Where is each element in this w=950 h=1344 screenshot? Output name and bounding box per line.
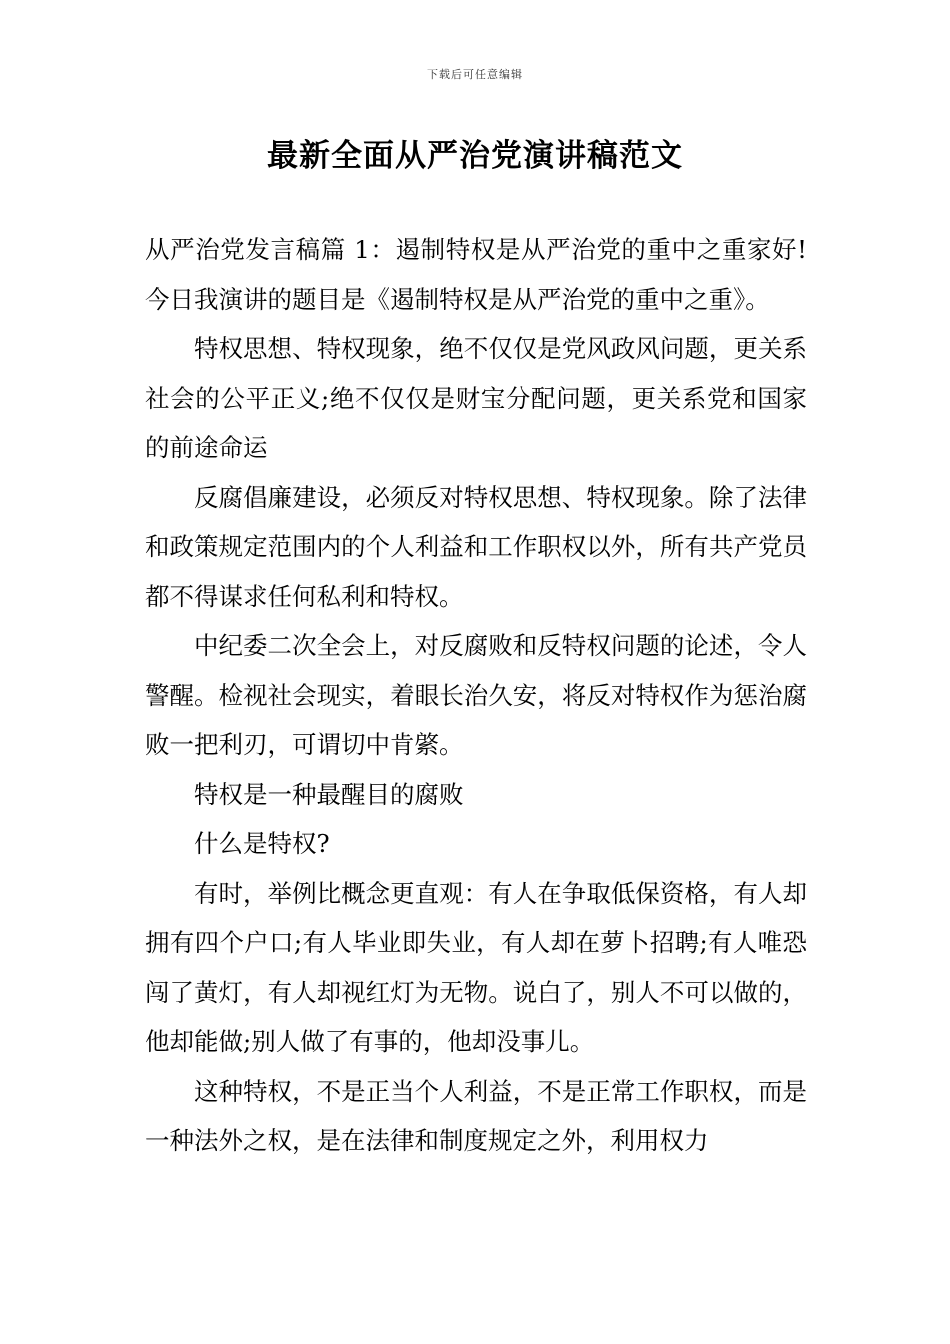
paragraph-2: 特权思想、特权现象，绝不仅仅是党风政风问题，更关系社会的公平正义;绝不仅仅是财宝分配问题，更关系党和国家的前途命运 <box>145 334 807 462</box>
paragraph-6: 什么是特权? <box>194 829 330 858</box>
paragraph-1: 从严治党发言稿篇 1：遏制特权是从严治党的重中之重家好!今日我演讲的题目是《遏制特权是从严治党的重中之重》。 <box>145 235 807 314</box>
paragraph-7: 有时，举例比概念更直观：有人在争取低保资格，有人却拥有四个户口;有人毕业即失业，有人却在萝卜招聘;有人唯恐闯了黄灯，有人却视红灯为无物。说白了，别人不可以做的，他却能做;别人做了有事的，他却没事儿。 <box>145 878 807 1056</box>
paragraph-4: 中纪委二次全会上，对反腐败和反特权问题的论述，令人警醒。检视社会现实，着眼长治久安，将反对特权作为惩治腐败一把利刃，可谓切中肯綮。 <box>145 631 807 759</box>
document-body <box>145 225 807 1166</box>
document-title: 最新全面从严治党演讲稿范文 <box>267 138 683 174</box>
paragraph-5: 特权是一种最醒目的腐败 <box>194 779 464 809</box>
paragraph-8: 这种特权，不是正当个人利益，不是正常工作职权，而是一种法外之权，是在法律和制度规定之外，利用权力 <box>145 1076 807 1155</box>
paragraph-3: 反腐倡廉建设，必须反对特权思想、特权现象。除了法律和政策规定范围内的个人利益和工作职权以外，所有共产党员都不得谋求任何私利和特权。 <box>145 482 807 611</box>
header-note: 下载后可任意编辑 <box>427 68 523 81</box>
